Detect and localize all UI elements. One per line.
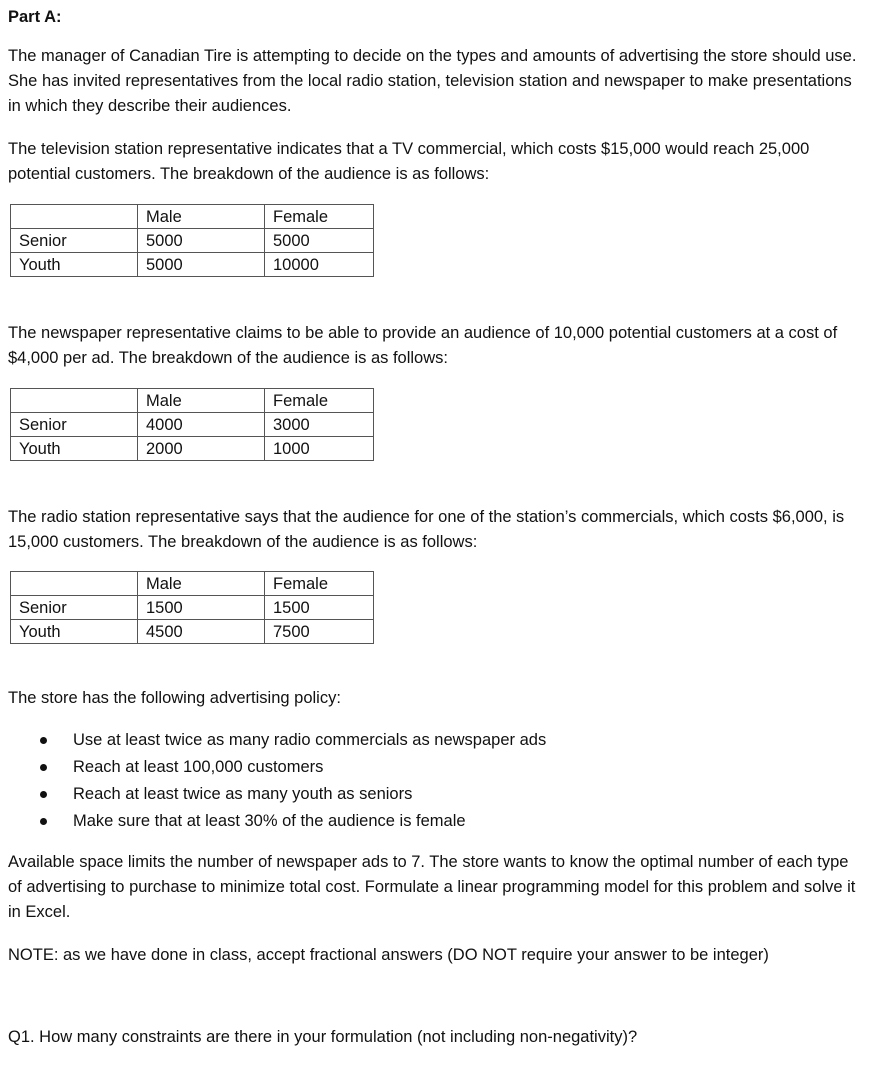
table-cell: 4500 [138,620,265,644]
bullet-icon [40,764,47,771]
radio-paragraph: The radio station representative says that the audience for one of the station’s commercials, which costs $6,000, is 15,000 customers. The breakdown of the audience is as follows: [8,508,845,551]
table-cell: Male [138,205,265,229]
table-cell: 4000 [138,413,265,437]
list-item [8,781,546,808]
table-row [11,253,374,277]
note-paragraph: NOTE: as we have done in class, accept fractional answers (DO NOT require your answer to be integer) [8,946,769,964]
table-header-row [11,205,374,229]
table-cell: Male [138,389,265,413]
list-item-text: Use at least twice as many radio commercials as newspaper ads [73,731,547,749]
table-row [11,437,374,461]
table-row [11,596,374,620]
table-cell [11,205,138,229]
table-cell: 5000 [265,229,374,253]
newspaper-audience-table [10,388,374,461]
bullet-icon [40,737,47,744]
bullet-icon [40,818,47,825]
table-cell: Senior [11,413,138,437]
table-cell: Senior [11,596,138,620]
intro-paragraph: The manager of Canadian Tire is attempting to decide on the types and amounts of advertising the store should use. She has invited representatives from the local radio station, television station and newspaper to make presentations in which they describe their audiences. [8,47,857,115]
newspaper-paragraph: The newspaper representative claims to be able to provide an audience of 10,000 potential customers at a cost of $4,000 per ad. The breakdown of the audience is as follows: [8,324,838,367]
table-cell: 2000 [138,437,265,461]
table-cell: 1500 [138,596,265,620]
radio-audience-table [10,571,374,644]
part-heading: Part A: [8,8,62,26]
table-cell: 3000 [265,413,374,437]
table-cell: Female [265,205,374,229]
table-cell: Female [265,389,374,413]
list-item [8,727,546,754]
list-item-text: Make sure that at least 30% of the audience is female [73,812,466,830]
list-item [8,754,546,781]
table-cell: Senior [11,229,138,253]
table-cell [11,572,138,596]
table-cell: 1500 [265,596,374,620]
tv-paragraph: The television station representative indicates that a TV commercial, which costs $15,000 would reach 25,000 potential customers. The breakdown of the audience is as follows: [8,140,810,183]
bullet-icon [40,791,47,798]
table-row [11,413,374,437]
space-limit-paragraph: Available space limits the number of newspaper ads to 7. The store wants to know the optimal number of each type of advertising to purchase to minimize total cost. Formulate a linear programming model for this problem and solve it in Excel. [8,853,856,921]
tv-audience-table [10,204,374,277]
table-cell: Youth [11,253,138,277]
table-cell: Youth [11,437,138,461]
table-cell: Female [265,572,374,596]
table-cell: Male [138,572,265,596]
policy-list [8,727,546,835]
list-item-text: Reach at least twice as many youth as seniors [73,785,413,803]
table-row [11,620,374,644]
table-cell: 10000 [265,253,374,277]
table-header-row [11,389,374,413]
list-item [8,808,546,835]
table-header-row [11,572,374,596]
table-cell: 5000 [138,253,265,277]
table-cell: 5000 [138,229,265,253]
table-cell: 7500 [265,620,374,644]
question-text: Q1. How many constraints are there in your formulation (not including non-negativity)? [8,1028,638,1046]
policy-intro: The store has the following advertising policy: [8,689,341,707]
table-cell: 1000 [265,437,374,461]
table-cell: Youth [11,620,138,644]
table-cell [11,389,138,413]
table-row [11,229,374,253]
list-item-text: Reach at least 100,000 customers [73,758,324,776]
